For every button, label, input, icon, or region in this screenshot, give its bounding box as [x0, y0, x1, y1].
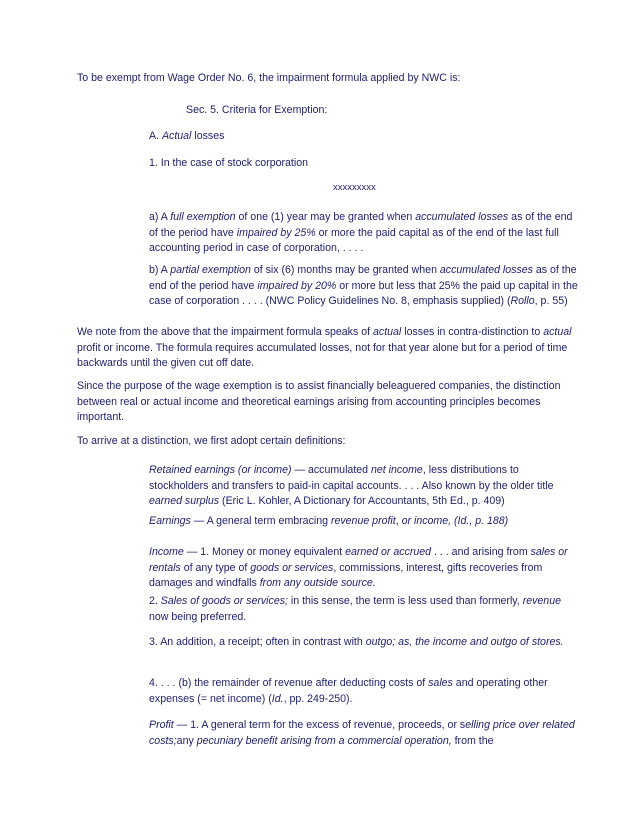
definition-retained-earnings: Retained earnings (or income) — accumulated net income, less distributions to stockholders and transfers to paid-in capital accounts. . . . Also known by the older title earned surplus (Eric L. Kohler, A Dictionary for Accountants, 5th Ed., p. 409) — [149, 464, 554, 507]
note-paragraph: We note from the above that the impairment formula speaks of actual losses in contra-distinction to actual profit or income. The formula requires accumulated losses, not for that year alone but for a period of time backwards until the given cut off date. — [77, 326, 572, 369]
intro-paragraph: To be exempt from Wage Order No. 6, the impairment formula applied by NWC is: — [77, 72, 461, 84]
paragraph-b: b) A partial exemption of six (6) months may be granted when accumulated losses as of the end of the period have impaired by 20% or more but less that 25% the paid up capital in the case of corporation . . . . (NWC Policy Guidelines No. 8, emphasis supplied) (Rollo, p. 55) — [149, 264, 578, 307]
purpose-paragraph: Since the purpose of the wage exemption is to assist financially beleaguered companies, the distinction between real or actual income and theoretical earnings arising from accounting principles becomes important. — [77, 380, 561, 423]
definition-income-4: 4. . . . (b) the remainder of revenue after deducting costs of sales and operating other expenses (= net income) (Id., pp. 249-250). — [149, 677, 548, 705]
item-a-heading: A. Actual losses — [149, 130, 225, 142]
definition-income-3: 3. An addition, a receipt; often in contrast with outgo; as, the income and outgo of stores. — [149, 636, 564, 648]
definition-income-2: 2. Sales of goods or services; in this sense, the term is less used than formerly, revenue now being preferred. — [149, 595, 561, 623]
item-1-heading: 1. In the case of stock corporation — [149, 157, 308, 169]
definitions-intro: To arrive at a distinction, we first adopt certain definitions: — [77, 435, 346, 447]
definition-income: Income — 1. Money or money equivalent earned or accrued . . . and arising from sales or rentals of any type of goods or services, commissions, interest, gifts recoveries from damages and windfalls from any outside source. — [149, 546, 568, 589]
definition-profit: Profit — 1. A general term for the excess of revenue, proceeds, or selling price over related costs;any pecuniary benefit arising from a commercial operation, from the — [149, 719, 575, 747]
section-title: Sec. 5. Criteria for Exemption: — [186, 104, 328, 116]
omission-marker: xxxxxxxxx — [333, 182, 376, 193]
definition-earnings: Earnings — A general term embracing revenue profit, or income, (Id., p. 188) — [149, 515, 509, 527]
paragraph-a: a) A full exemption of one (1) year may be granted when accumulated losses as of the end of the period have impaired by 25% or more the paid capital as of the end of the last full accounting period in case of corporation, . . . . — [149, 211, 573, 254]
